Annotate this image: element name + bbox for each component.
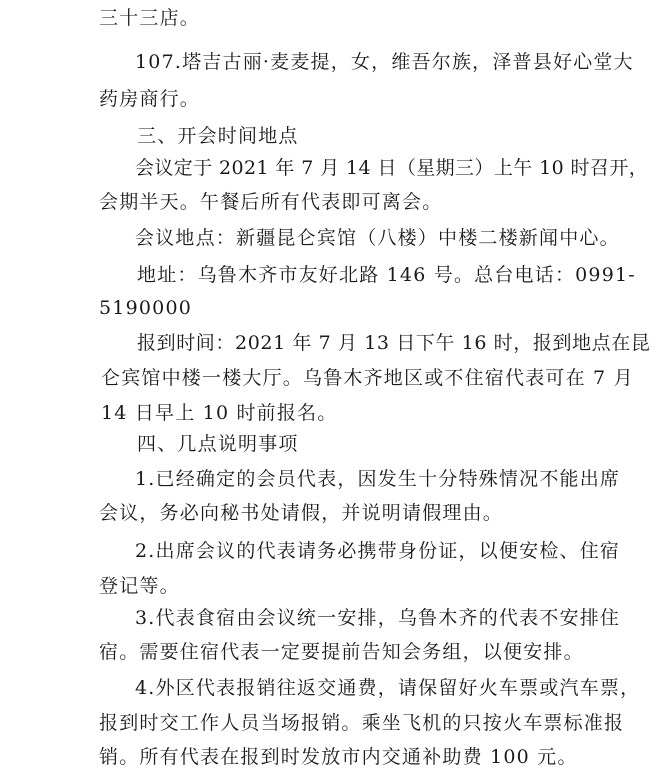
text-line-registration: 报到时间：2021 年 7 月 13 日下午 16 时，报到地点在昆 bbox=[137, 332, 651, 354]
text-line-continuation: 14 日早上 10 时前报名。 bbox=[101, 402, 338, 424]
text-line-note-3: 3.代表食宿由会议统一安排，乌鲁木齐的代表不安排住 bbox=[135, 607, 621, 629]
text-line-continuation: 5190000 bbox=[99, 297, 193, 319]
text-line-continuation: 会期半天。午餐后所有代表即可离会。 bbox=[99, 191, 443, 213]
text-line-continuation: 仑宾馆中楼一楼大厅。乌鲁木齐地区或不住宿代表可在 7 月 bbox=[101, 367, 634, 389]
text-line-continuation: 会议，务必向秘书处请假，并说明请假理由。 bbox=[99, 502, 504, 524]
text-line-continuation: 登记等。 bbox=[99, 575, 180, 597]
text-line-continuation: 药房商行。 bbox=[99, 88, 201, 110]
section-heading-notes: 四、几点说明事项 bbox=[137, 433, 299, 455]
text-line-meeting-place: 会议地点：新疆昆仑宾馆（八楼）中楼二楼新闻中心。 bbox=[135, 227, 620, 249]
text-line-note-1: 1.已经确定的会员代表，因发生十分特殊情况不能出席 bbox=[135, 468, 621, 490]
text-line-continuation: 报到时交工作人员当场报销。乘坐飞机的只按火车票标准报 bbox=[99, 712, 625, 734]
text-line-member-107: 107.塔吉古丽·麦麦提，女，维吾尔族，泽普县好心堂大 bbox=[135, 51, 634, 73]
section-heading-time-place: 三、开会时间地点 bbox=[137, 125, 299, 147]
text-line-meeting-time: 会议定于 2021 年 7 月 14 日（星期三）上午 10 时召开， bbox=[135, 157, 649, 179]
text-line-continuation: 宿。需要住宿代表一定要提前告知会务组，以便安排。 bbox=[99, 641, 584, 663]
text-line-continuation: 三十三店。 bbox=[99, 7, 201, 29]
text-line-address: 地址：乌鲁木齐市友好北路 146 号。总台电话：0991- bbox=[137, 264, 636, 286]
text-line-note-4: 4.外区代表报销往返交通费，请保留好火车票或汽车票， bbox=[135, 677, 641, 699]
text-line-continuation: 销。所有代表在报到时发放市内交通补助费 100 元。 bbox=[99, 746, 578, 768]
text-line-note-2: 2.出席会议的代表请务必携带身份证，以便安检、住宿 bbox=[135, 540, 621, 562]
